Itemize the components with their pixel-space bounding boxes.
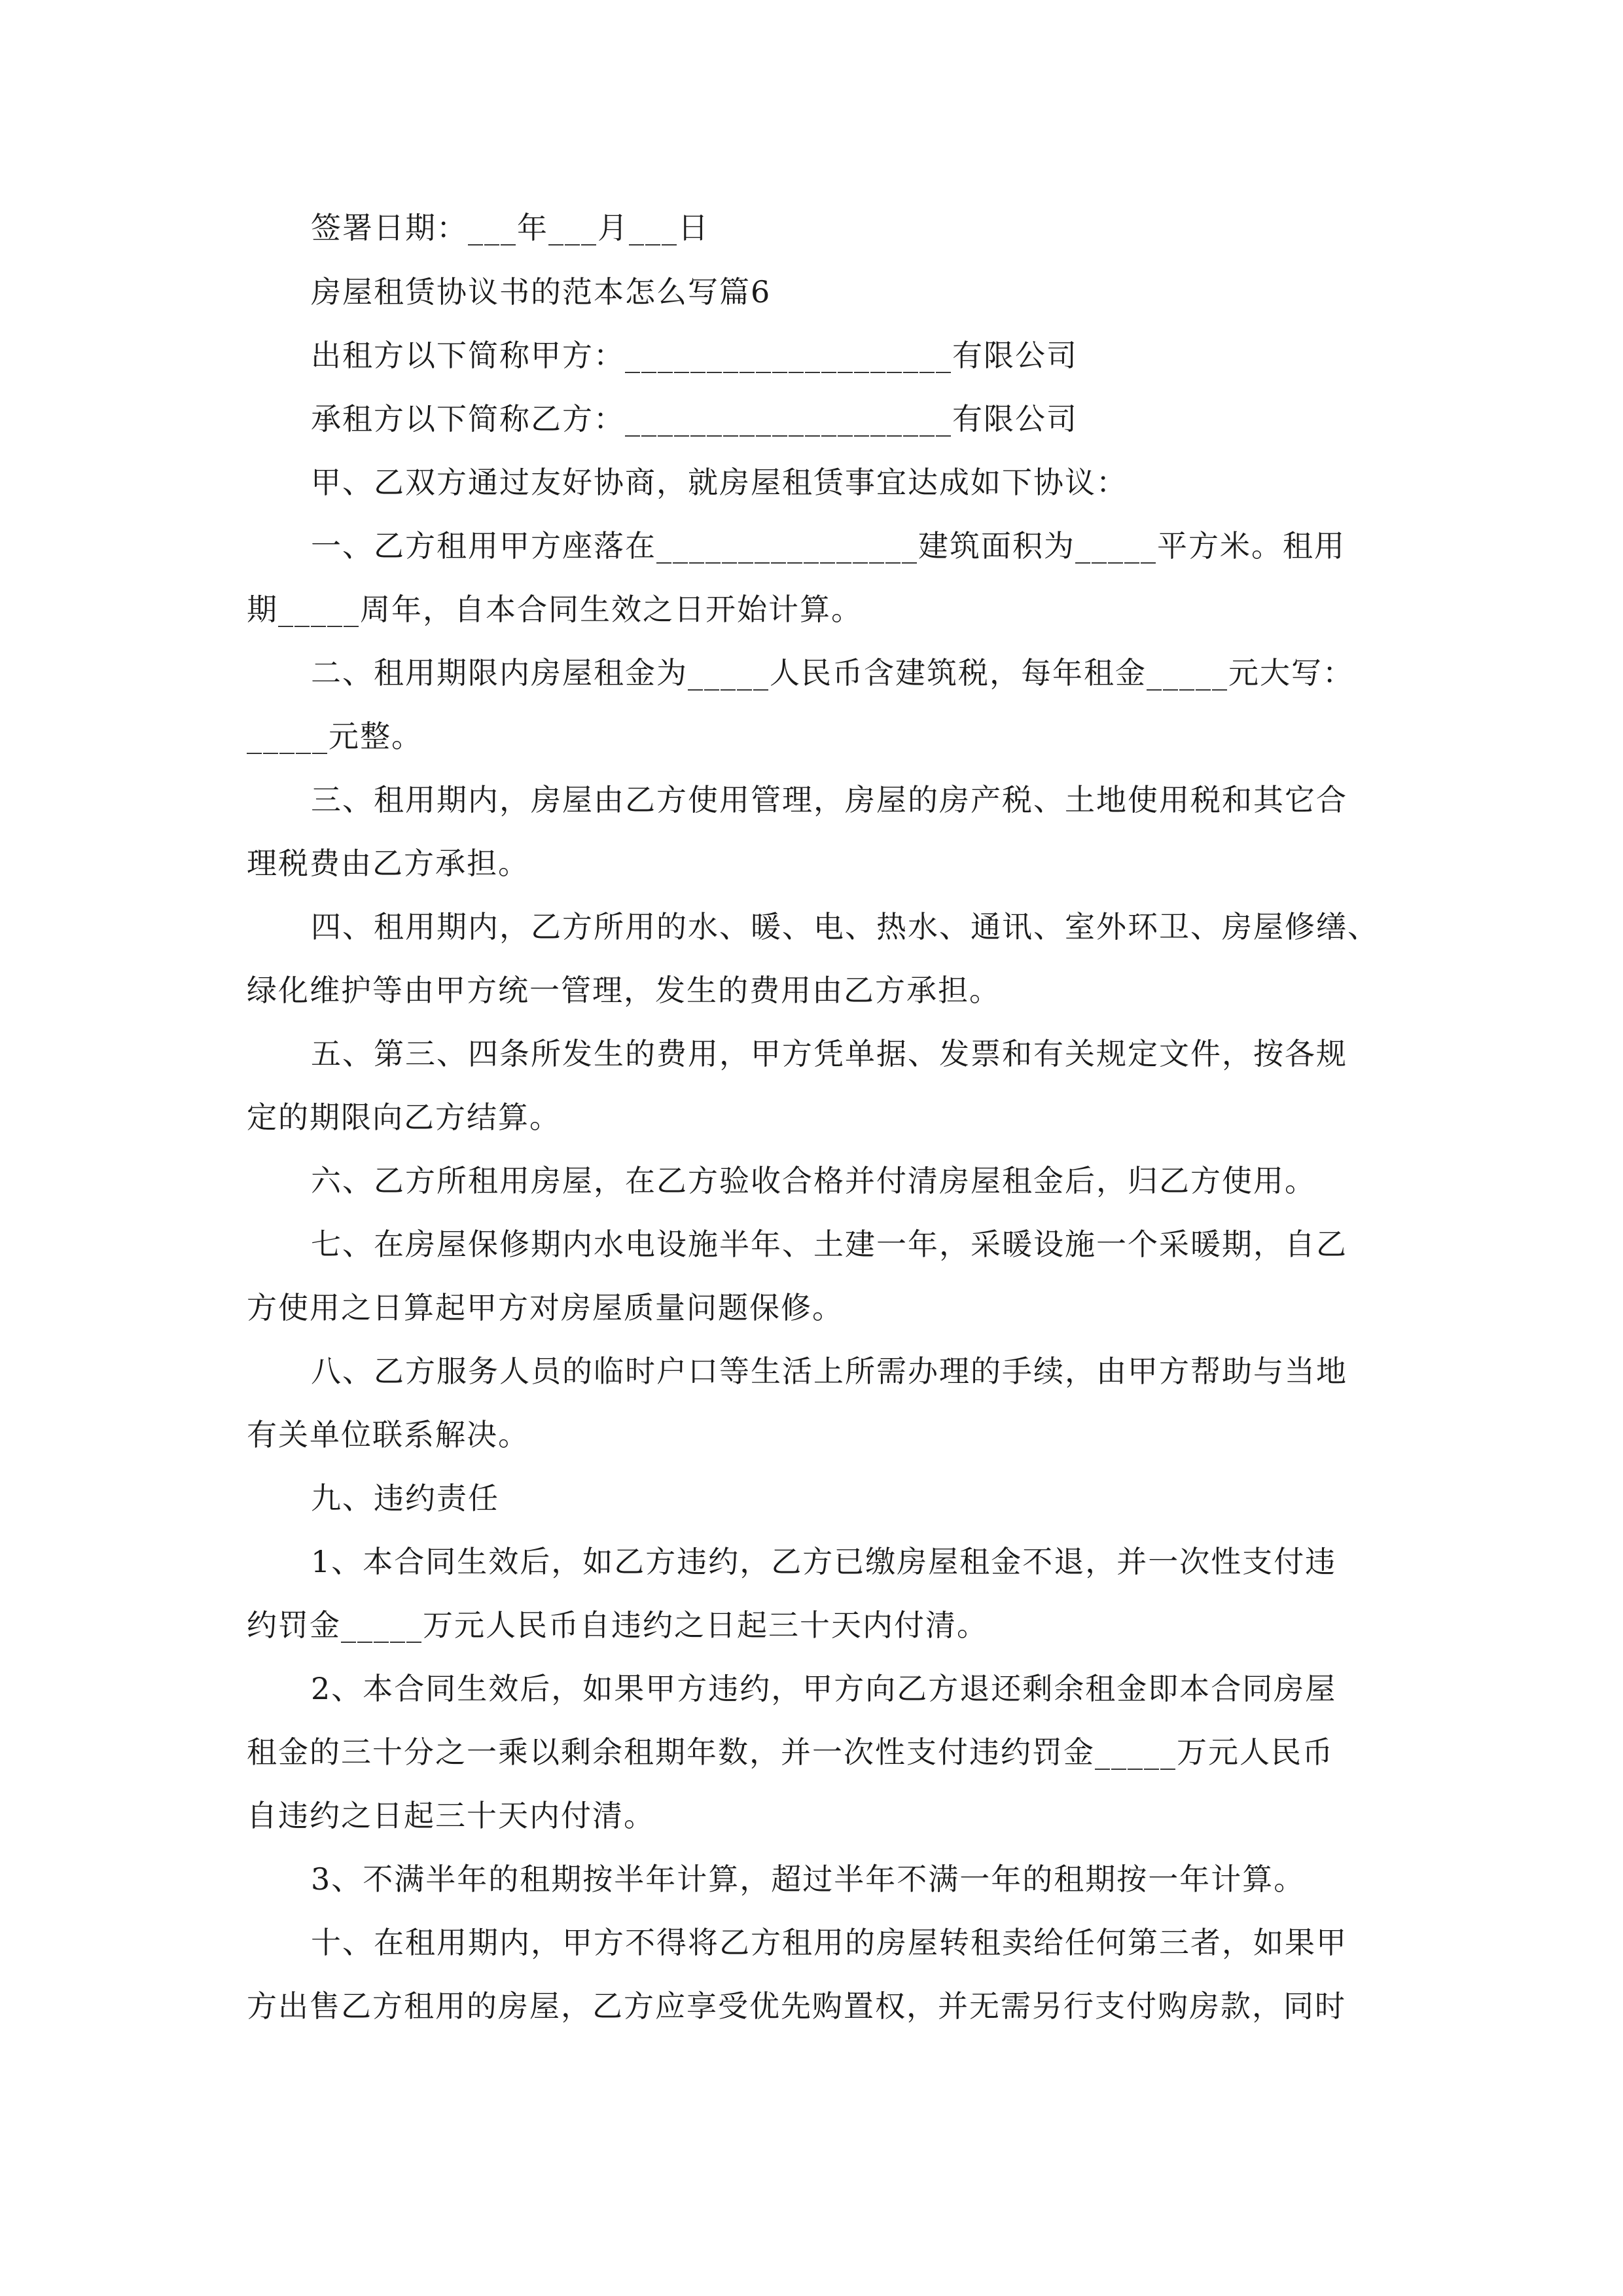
clause-10-line-1: 十、在租用期内，甲方不得将乙方租用的房屋转租卖给任何第三者，如果甲 <box>311 1925 1347 1960</box>
clause-8-line-2: 有关单位联系解决。 <box>247 1417 529 1452</box>
clause-3-line-2: 理税费由乙方承担。 <box>247 846 529 881</box>
agreement-intro: 甲、乙双方通过友好协商，就房屋租赁事宜达成如下协议： <box>311 465 1128 500</box>
clause-4-line-1: 四、租用期内，乙方所用的水、暖、电、热水、通讯、室外环卫、房屋修缮、 <box>311 909 1379 944</box>
clause-9-2-line-3: 自违约之日起三十天内付清。 <box>247 1798 655 1833</box>
clause-9-1-line-2: 约罚金_____万元人民币自违约之日起三十天内付清。 <box>247 1607 988 1643</box>
clause-5-line-2: 定的期限向乙方结算。 <box>247 1100 561 1135</box>
signing-date-line: 签署日期：___年___月___日 <box>311 210 709 245</box>
clause-10-line-2: 方出售乙方租用的房屋，乙方应享受优先购置权，并无需另行支付购房款，同时 <box>247 1988 1346 2024</box>
clause-9-2-line-1: 2、本合同生效后，如果甲方违约，甲方向乙方退还剩余租金即本合同房屋 <box>311 1671 1337 1706</box>
clause-9-2-line-2: 租金的三十分之一乘以剩余租期年数，并一次性支付违约罚金_____万元人民币 <box>247 1734 1334 1770</box>
clause-8-line-1: 八、乙方服务人员的临时户口等生活上所需办理的手续，由甲方帮助与当地 <box>311 1354 1347 1389</box>
section-title: 房屋租赁协议书的范本怎么写篇6 <box>311 274 772 310</box>
clause-9-1-line-1: 1、本合同生效后，如乙方违约，乙方已缴房屋租金不退，并一次性支付违 <box>311 1544 1337 1579</box>
clause-2-line-1: 二、租用期限内房屋租金为_____人民币含建筑税，每年租金_____元大写： <box>311 655 1354 691</box>
clause-9-3-line-1: 3、不满半年的租期按半年计算，超过半年不满一年的租期按一年计算。 <box>311 1861 1306 1897</box>
clause-2-line-2: _____元整。 <box>247 719 423 754</box>
clause-9-heading: 九、违约责任 <box>311 1480 499 1516</box>
clause-7-line-1: 七、在房屋保修期内水电设施半年、土建一年，采暖设施一个采暖期，自乙 <box>311 1227 1347 1262</box>
clause-4-line-2: 绿化维护等由甲方统一管理，发生的费用由乙方承担。 <box>247 973 1001 1008</box>
clause-5-line-1: 五、第三、四条所发生的费用，甲方凭单据、发票和有关规定文件，按各规 <box>311 1036 1347 1071</box>
clause-7-line-2: 方使用之日算起甲方对房屋质量问题保修。 <box>247 1290 844 1325</box>
lessee-line: 承租方以下简称乙方：____________________有限公司 <box>311 401 1078 437</box>
clause-6-line-1: 六、乙方所租用房屋，在乙方验收合格并付清房屋租金后，归乙方使用。 <box>311 1163 1316 1198</box>
clause-1-line-1: 一、乙方租用甲方座落在________________建筑面积为_____平方米。租用 <box>311 528 1346 564</box>
clause-3-line-1: 三、租用期内，房屋由乙方使用管理，房屋的房产税、土地使用税和其它合 <box>311 782 1347 817</box>
clause-1-line-2: 期_____周年，自本合同生效之日开始计算。 <box>247 592 863 627</box>
lessor-line: 出租方以下简称甲方：____________________有限公司 <box>311 338 1078 373</box>
